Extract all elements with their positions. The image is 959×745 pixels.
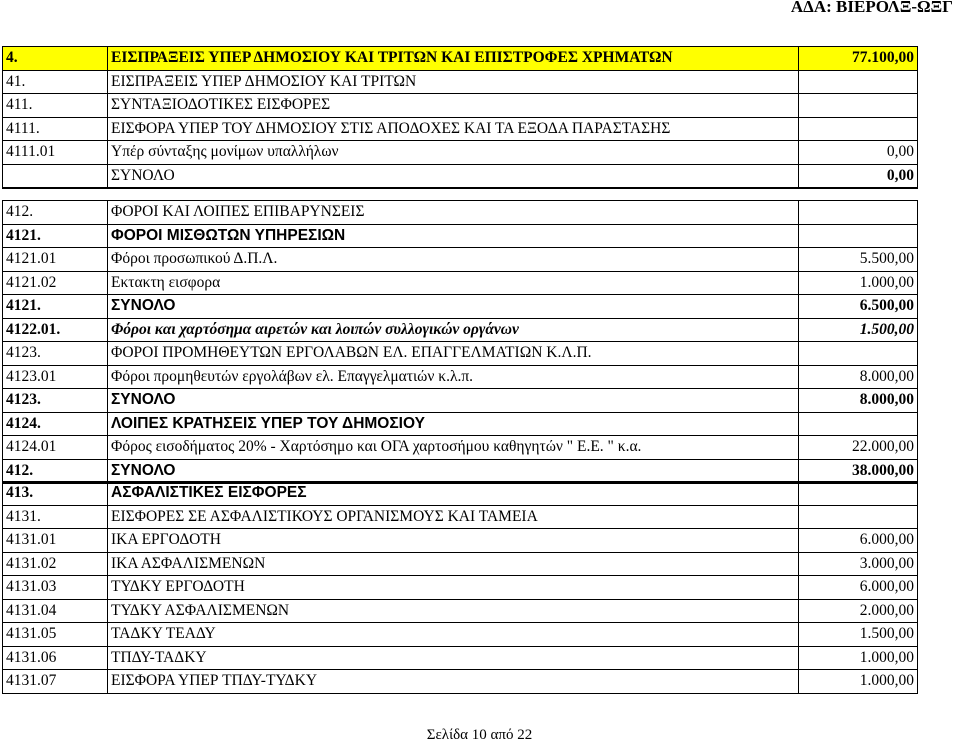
account-amount xyxy=(799,482,918,506)
account-description: Φόροι προμηθευτών εργολάβων ελ. Επαγγελματιών κ.λ.π. xyxy=(108,365,799,389)
account-code: 4124.01 xyxy=(3,436,108,460)
account-code: 4121. xyxy=(3,224,108,248)
table-row xyxy=(3,576,918,600)
table-row xyxy=(3,201,918,225)
account-description: ΦΟΡΟΙ ΜΙΣΘΩΤΩΝ ΥΠΗΡΕΣΙΩΝ xyxy=(108,224,799,248)
table-row xyxy=(3,389,918,413)
account-code: 4131.03 xyxy=(3,576,108,600)
page-number: Σελίδα 10 από 22 xyxy=(426,727,533,743)
table-row xyxy=(3,318,918,342)
table-row xyxy=(3,552,918,576)
account-amount xyxy=(799,201,918,225)
account-code: 4131.04 xyxy=(3,599,108,623)
table-row xyxy=(3,47,918,71)
account-description: ΕΙΣΦΟΡΑ ΥΠΕΡ ΤΟΥ ΔΗΜΟΣΙΟΥ ΣΤΙΣ ΑΠΟΔΟΧΕΣ ΚΑΙ ΤΑ ΕΞΟΔΑ ΠΑΡΑΣΤΑΣΗΣ xyxy=(108,117,799,141)
table-row xyxy=(3,271,918,295)
account-code: 4131.01 xyxy=(3,529,108,553)
account-description: ΕΙΣΦΟΡΕΣ ΣΕ ΑΣΦΑΛΙΣΤΙΚΟΥΣ ΟΡΓΑΝΙΣΜΟΥΣ ΚΑΙ ΤΑΜΕΙΑ xyxy=(108,505,799,529)
account-amount: 0,00 xyxy=(799,141,918,165)
account-description: Υπέρ σύνταξης μονίμων υπαλλήλων xyxy=(108,141,799,165)
table-row xyxy=(3,70,918,94)
account-description: ΕΙΣΠΡΑΞΕΙΣ ΥΠΕΡ ΔΗΜΟΣΙΟΥ ΚΑΙ ΤΡΙΤΩΝ xyxy=(108,70,799,94)
table-row xyxy=(3,94,918,118)
account-description: ΦΟΡΟΙ ΚΑΙ ΛΟΙΠΕΣ ΕΠΙΒΑΡΥΝΣΕΙΣ xyxy=(108,201,799,225)
account-description: ΣΥΝΤΑΞΙΟΔΟΤΙΚΕΣ ΕΙΣΦΟΡΕΣ xyxy=(108,94,799,118)
account-description: Φόρος εισοδήματος 20% - Χαρτόσημο και ΟΓΑ χαρτοσήμου καθηγητών " Ε.Ε. " κ.α. xyxy=(108,436,799,460)
table-row xyxy=(3,505,918,529)
table-row xyxy=(3,529,918,553)
account-amount: 3.000,00 xyxy=(799,552,918,576)
budget-table-section-1 xyxy=(2,46,918,189)
account-description: ΤΥΔΚΥ ΕΡΓΟΔΟΤΗ xyxy=(108,576,799,600)
table-row xyxy=(3,295,918,319)
account-description: ΣΥΝΟΛΟ xyxy=(108,295,799,319)
account-description: ΣΥΝΟΛΟ xyxy=(108,459,799,483)
account-code: 411. xyxy=(3,94,108,118)
account-amount xyxy=(799,94,918,118)
account-amount: 6.500,00 xyxy=(799,295,918,319)
account-code: 4111.01 xyxy=(3,141,108,165)
budget-table-section-2 xyxy=(2,200,918,484)
account-description: ΙΚΑ ΕΡΓΟΔΟΤΗ xyxy=(108,529,799,553)
account-amount: 1.500,00 xyxy=(799,623,918,647)
table-row xyxy=(3,459,918,483)
account-code: 41. xyxy=(3,70,108,94)
budget-table-section-3 xyxy=(2,481,918,694)
account-amount xyxy=(799,224,918,248)
account-amount: 1.000,00 xyxy=(799,646,918,670)
account-amount xyxy=(799,505,918,529)
account-amount: 0,00 xyxy=(799,164,918,188)
account-description: ΤΥΔΚΥ ΑΣΦΑΛΙΣΜΕΝΩΝ xyxy=(108,599,799,623)
account-amount xyxy=(799,342,918,366)
account-description: Φόροι προσωπικού Δ.Π.Λ. xyxy=(108,248,799,272)
account-amount: 22.000,00 xyxy=(799,436,918,460)
account-description: ΦΟΡΟΙ ΠΡΟΜΗΘΕΥΤΩΝ ΕΡΓΟΛΑΒΩΝ ΕΛ. ΕΠΑΓΓΕΛΜΑΤΙΩΝ Κ.Λ.Π. xyxy=(108,342,799,366)
account-amount: 1.000,00 xyxy=(799,670,918,694)
account-code: 4131.06 xyxy=(3,646,108,670)
account-code: 4122.01. xyxy=(3,318,108,342)
table-row xyxy=(3,248,918,272)
account-description: ΕΙΣΠΡΑΞΕΙΣ ΥΠΕΡ ΔΗΜΟΣΙΟΥ ΚΑΙ ΤΡΙΤΩΝ ΚΑΙ ΕΠΙΣΤΡΟΦΕΣ ΧΡΗΜΑΤΩΝ xyxy=(108,47,799,71)
account-amount: 8.000,00 xyxy=(799,365,918,389)
account-amount xyxy=(799,412,918,436)
account-amount: 1.000,00 xyxy=(799,271,918,295)
account-code: 4131. xyxy=(3,505,108,529)
account-amount: 2.000,00 xyxy=(799,599,918,623)
account-description: ΤΠΔΥ-ΤΑΔΚΥ xyxy=(108,646,799,670)
account-amount: 6.000,00 xyxy=(799,529,918,553)
account-code: 412. xyxy=(3,201,108,225)
account-description: ΕΙΣΦΟΡΑ ΥΠΕΡ ΤΠΔΥ-ΤΥΔΚΥ xyxy=(108,670,799,694)
account-code xyxy=(3,164,108,188)
account-description: ΤΑΔΚΥ ΤΕΑΔΥ xyxy=(108,623,799,647)
account-amount: 1.500,00 xyxy=(799,318,918,342)
table-row xyxy=(3,646,918,670)
account-description: ΣΥΝΟΛΟ xyxy=(108,164,799,188)
account-amount: 8.000,00 xyxy=(799,389,918,413)
account-amount: 38.000,00 xyxy=(799,459,918,483)
account-code: 412. xyxy=(3,459,108,483)
table-row xyxy=(3,224,918,248)
account-description: Φόροι και χαρτόσημα αιρετών και λοιπών συλλογικών οργάνων xyxy=(108,318,799,342)
table-row xyxy=(3,117,918,141)
table-row xyxy=(3,623,918,647)
account-code: 4123. xyxy=(3,389,108,413)
account-amount xyxy=(799,117,918,141)
account-description: ΛΟΙΠΕΣ ΚΡΑΤΗΣΕΙΣ ΥΠΕΡ ΤΟΥ ΔΗΜΟΣΙΟΥ xyxy=(108,412,799,436)
account-amount: 5.500,00 xyxy=(799,248,918,272)
table-row xyxy=(3,164,918,188)
account-code: 4111. xyxy=(3,117,108,141)
account-description: Εκτακτη εισφορα xyxy=(108,271,799,295)
account-code: 413. xyxy=(3,482,108,506)
table-row xyxy=(3,599,918,623)
account-code: 4121.02 xyxy=(3,271,108,295)
table-row xyxy=(3,436,918,460)
account-description: ΙΚΑ ΑΣΦΑΛΙΣΜΕΝΩΝ xyxy=(108,552,799,576)
table-row xyxy=(3,365,918,389)
table-row xyxy=(3,412,918,436)
account-code: 4121.01 xyxy=(3,248,108,272)
account-description: ΣΥΝΟΛΟ xyxy=(108,389,799,413)
table-row xyxy=(3,342,918,366)
table-row xyxy=(3,482,918,506)
account-code: 4123. xyxy=(3,342,108,366)
account-code: 4121. xyxy=(3,295,108,319)
account-code: 4131.02 xyxy=(3,552,108,576)
account-amount: 77.100,00 xyxy=(799,47,918,71)
account-code: 4124. xyxy=(3,412,108,436)
ada-code: ΑΔΑ: ΒΙΕΡΟΛΞ-ΩΞΓ xyxy=(790,0,953,16)
account-amount: 6.000,00 xyxy=(799,576,918,600)
account-code: 4131.05 xyxy=(3,623,108,647)
account-code: 4131.07 xyxy=(3,670,108,694)
table-row xyxy=(3,141,918,165)
table-row xyxy=(3,670,918,694)
account-amount xyxy=(799,70,918,94)
account-code: 4. xyxy=(3,47,108,71)
account-description: ΑΣΦΑΛΙΣΤΙΚΕΣ ΕΙΣΦΟΡΕΣ xyxy=(108,482,799,506)
account-code: 4123.01 xyxy=(3,365,108,389)
